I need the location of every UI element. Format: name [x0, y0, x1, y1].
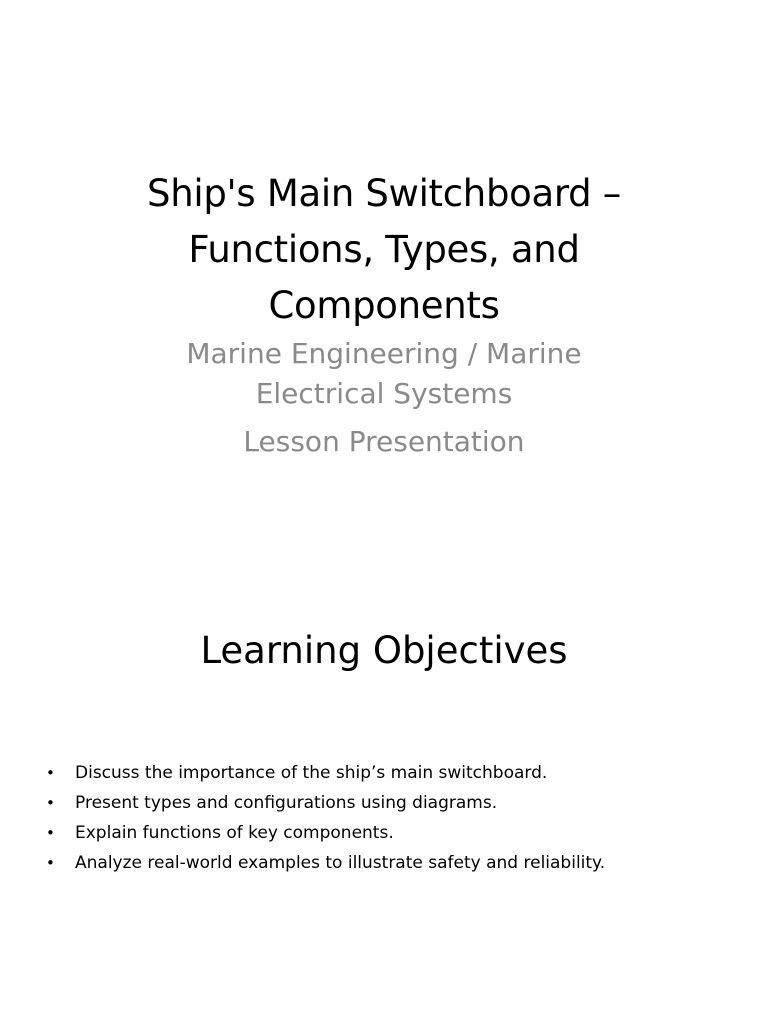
bullet-icon: • [46, 824, 55, 842]
objective-text: Analyze real-world examples to illustrate safety and reliability. [75, 853, 606, 873]
presentation-title: Ship's Main Switchboard – Functions, Types, and Components [147, 172, 621, 327]
objectives-list [38, 760, 738, 880]
objective-text: Discuss the importance of the ship’s main switchboard. [75, 763, 548, 783]
objectives-slide [0, 512, 768, 1024]
bullet-icon: • [46, 794, 55, 812]
list-item [38, 760, 738, 790]
list-item [38, 850, 738, 880]
objectives-title: Learning Objectives [200, 629, 568, 672]
objective-text: Present types and configurations using diagrams. [75, 793, 498, 813]
subtitle-block [150, 334, 618, 462]
bullet-icon: • [46, 854, 55, 872]
bullet-icon: • [46, 764, 55, 782]
list-item [38, 820, 738, 850]
list-item [38, 790, 738, 820]
subtitle-course: Marine Engineering / Marine Electrical Systems [186, 337, 582, 410]
objective-text: Explain functions of key components. [75, 823, 394, 843]
subtitle-type: Lesson Presentation [243, 425, 525, 458]
